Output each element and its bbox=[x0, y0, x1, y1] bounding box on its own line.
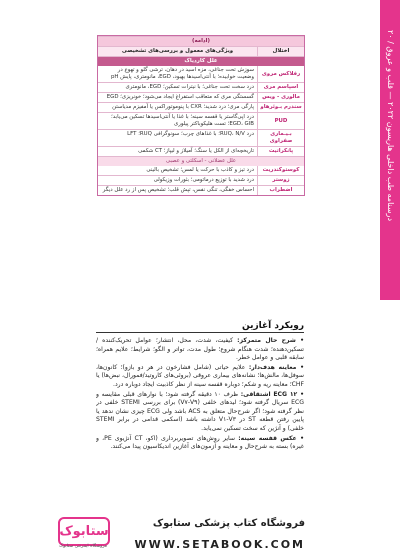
paragraph-text: علایم حیاتی (شامل فشارخون در هر دو بازو)؛ کانون‌ها، سوفل‌ها، مالش‌ها؛ نشانه‌های بیماری عروقی (بروئی‌های کاروتید/فمورال، نبض‌ها) یا CHF؛ معاینه ریه و شکم؛ دوباره قفسه سینه از نظر کاذبیت ایجاد دوباره درد. bbox=[96, 363, 304, 388]
paragraph-text: کیفیت، شدت، محل، انتشار؛ عوامل تحریک‌کننده / تسکین‌دهنده؛ شدت هنگام شروع؛ طول مدت، تواتر و الگو؛ شرایط؛ علایم همراه؛ سابقه قلبی و عوامل خطر. bbox=[96, 337, 304, 362]
disorder-description: پارگی مری؛ درد شدید؛ CXR با پنوموتوراکس یا آمفیزم مدیاستن bbox=[112, 104, 254, 110]
table-header-row bbox=[98, 46, 304, 56]
table-body-group2 bbox=[98, 166, 304, 195]
disorder-name: سندرم بـوئرهاو bbox=[257, 103, 304, 112]
body-paragraph bbox=[96, 391, 304, 434]
disorder-name: اضطراب bbox=[257, 186, 304, 195]
table-row bbox=[98, 102, 304, 112]
disorder-description: احساس خفگی، تنگی نفس، تپش قلب؛ تشخیص پس از رد علل دیگر bbox=[102, 187, 254, 193]
disorder-name: اسپاسم مری bbox=[257, 83, 304, 92]
paragraph-lead: • عکس قفسه سینه: bbox=[238, 434, 304, 442]
section-title: رویکرد آغازین bbox=[241, 321, 304, 331]
disorder-name: پانکراتیت bbox=[257, 147, 304, 156]
disorder-description: درد شدید با توزیع درماتومی؛ بثورات وزیکولی bbox=[153, 177, 254, 183]
diagnosis-table bbox=[97, 35, 305, 196]
header-features: ویژگی‌های معمول و بررسی‌های تشخیصی bbox=[98, 47, 257, 56]
disorder-name: کوستوکندریت bbox=[257, 166, 304, 175]
paragraph-lead: • معاینه هدف‌دار: bbox=[248, 363, 304, 371]
disorder-description: درد اپی‌گاستر یا قفسه سینه؛ با غذا یا آنتی‌اسیدها تسکین می‌یابد؛ EGD، GIB؛ تست هلیکوباکتر پیلوری bbox=[111, 114, 254, 127]
header-disorder: اختلال bbox=[257, 47, 304, 56]
disorder-description: درد تیز و کاذب با حرکت یا لمس؛ تشخیص بالینی bbox=[146, 167, 254, 173]
chapter-side-strip bbox=[380, 0, 400, 300]
disorder-name: مالوری - ویس bbox=[257, 93, 304, 102]
paragraph-text: ظرف ۱۰ دقیقه گرفته شود؛ با نوارهای قبلی مقایسه و ECG سریال گرفته شود؛ لیدهای خلفی (V۷-V۹) برای بررسی STEMI خلفی در نظر گرفته شود؛ اگر شرح‌حال متعلق به ACS باشد ولی ECG چیزی نشان ندهد یا پایین رفتن قطعه ST در V۱-V۳ داشته باشد (اسکمی قدامی در برابر STEMI خلفی) و آنژین که سخت تسکین نمی‌یابد. bbox=[96, 390, 304, 432]
body-paragraph bbox=[96, 337, 304, 363]
table-row bbox=[98, 175, 304, 185]
site-url-link[interactable]: WWW.SETABOOK.COM bbox=[134, 538, 305, 551]
paragraph-text: سایر روش‌های تصویربرداری (اکو، CT آنژیوی PE، و غیره) بسته به شرح‌حال و معاینه و آزمون‌های آغازین اندیکاسیون پیدا می‌کنند. bbox=[96, 434, 304, 451]
body-paragraph bbox=[96, 435, 304, 452]
disorder-name: بـیـماری صفراوی bbox=[257, 130, 304, 146]
table-row bbox=[98, 146, 304, 156]
disorder-name: PUD bbox=[257, 113, 304, 129]
disorder-name: رفلاکس مروی bbox=[257, 66, 304, 82]
setabook-logo: ستابوک bbox=[58, 517, 110, 546]
disorder-description: سوزش تحت جناغی، مزه اسید در دهان، ترشی گلو و تهوع در وضعیت خوابیده؛ با آنتی‌اسیدها بهبود، EGD، مانومتری، پایش pH bbox=[110, 67, 254, 80]
disorder-description: درد سخت تحت جناغی؛ با نیترات تسکین؛ EGD، مانومتری bbox=[125, 84, 254, 90]
disorder-description: تاریخچه‌ای از الکل یا سنگ؛ آمیلاز و لیپاز؛ CT شکمی bbox=[138, 148, 254, 154]
table-row bbox=[98, 92, 304, 102]
chapter-side-text: درسنامه طب داخلی هاریسون ۲۰۲۲ — قلب و عروق / ۲۰ bbox=[386, 30, 395, 222]
disorder-description: درد RUQ، N/V؛ با غذاهای چرب؛ سونوگرافی RUQ؛ LFT bbox=[127, 131, 254, 137]
table-row bbox=[98, 185, 304, 195]
table-row bbox=[98, 112, 304, 129]
disorder-description: گسستگی مری که متعاقب استفراغ ایجاد می‌شود؛ خونریزی؛ EGD bbox=[106, 94, 254, 100]
table-row bbox=[98, 66, 304, 82]
table-row bbox=[98, 129, 304, 146]
body-paragraph bbox=[96, 364, 304, 390]
shop-name: فروشگاه کتاب پزشکی ستابوک bbox=[152, 518, 305, 529]
paragraph-lead: • شرح حال متمرکز: bbox=[237, 337, 304, 344]
section-divider bbox=[96, 332, 304, 333]
table-title: (ادامه) bbox=[98, 36, 304, 46]
section-body bbox=[96, 337, 304, 505]
disorder-name: زوستر bbox=[257, 176, 304, 185]
paragraph-lead: • ECG ۱۲ اشتقاقی: bbox=[240, 390, 304, 398]
logo-caption: فروشگاه اینترنتی ستابوک bbox=[59, 544, 107, 549]
table-row bbox=[98, 82, 304, 92]
group-heading-cardiac: علل کاردیاک bbox=[98, 56, 304, 66]
table-row bbox=[98, 166, 304, 175]
group-heading-musculoskeletal: علل عضلانی - اسکلتی و عصبی bbox=[98, 156, 304, 166]
table-body-group1 bbox=[98, 66, 304, 156]
